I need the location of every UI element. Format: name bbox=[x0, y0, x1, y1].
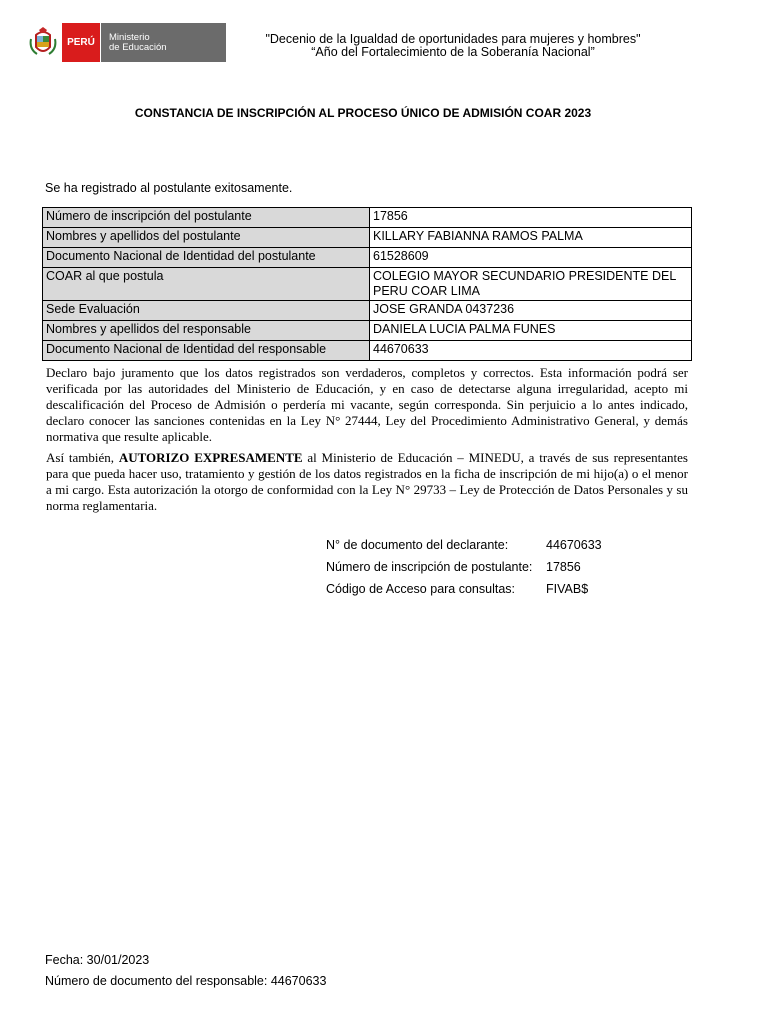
peru-coat-of-arms-icon bbox=[24, 23, 62, 62]
authorization-text: al Ministerio de Educación – MINEDU, a través de sus representantes para que pueda hacer uso, tratamiento y gestión de los datos registrados en la ficha de inscripción de mi hijo(a) o el menor a mi cargo. Esta autorización la otorgo de conformidad con la Ley N° 29733 – Ley de Protección de Datos Personales y su norma reglamentaria. bbox=[46, 450, 688, 513]
header-slogan-1: "Decenio de la Igualdad de oportunidades para mujeres y hombres" bbox=[265, 32, 641, 46]
row-label: Número de inscripción del postulante bbox=[43, 208, 370, 228]
row-value: 44670633 bbox=[370, 341, 692, 361]
row-value: JOSE GRANDA 0437236 bbox=[370, 301, 692, 321]
summary-row bbox=[326, 534, 602, 556]
table-row bbox=[43, 268, 692, 301]
row-value: DANIELA LUCIA PALMA FUNES bbox=[370, 321, 692, 341]
footer-date: Fecha: 30/01/2023 bbox=[45, 953, 150, 967]
row-value: KILLARY FABIANNA RAMOS PALMA bbox=[370, 228, 692, 248]
row-value: 61528609 bbox=[370, 248, 692, 268]
summary-value: 17856 bbox=[546, 560, 581, 574]
table-row bbox=[43, 341, 692, 361]
sworn-declaration: Declaro bajo juramento que los datos registrados son verdaderos, completos y correctos. Esta información podrá ser verificada por las autoridades del Ministerio de Educación, y en caso de detectarse alguna irregularidad, acepto mi descalificación del Proceso de Admisión o perdería mi vacante, según corresponda. Sin perjuicio a lo antes indicado, declaro conocer las sanciones contenidas en la Ley N° 27444, Ley del Procedimiento Administrativo General, y demás normativa que resulte aplicable. bbox=[46, 365, 688, 444]
summary-row bbox=[326, 556, 602, 578]
row-label: Nombres y apellidos del postulante bbox=[43, 228, 370, 248]
logo-ministry-line2: de Educación bbox=[109, 41, 167, 53]
table-row bbox=[43, 301, 692, 321]
summary-row bbox=[326, 578, 602, 600]
authorization-prefix: Así también, bbox=[46, 450, 119, 465]
summary-value: 44670633 bbox=[546, 538, 602, 552]
row-value: 17856 bbox=[370, 208, 692, 228]
logo-country-box: PERÚ bbox=[62, 23, 100, 62]
logo-ministry-box bbox=[100, 23, 226, 62]
authorization-emphasis: AUTORIZO EXPRESAMENTE bbox=[118, 450, 303, 465]
row-label: Documento Nacional de Identidad del postulante bbox=[43, 248, 370, 268]
row-label: Documento Nacional de Identidad del responsable bbox=[43, 341, 370, 361]
summary-label: N° de documento del declarante: bbox=[326, 538, 509, 552]
logo-ministry-line1: Ministerio bbox=[109, 31, 150, 43]
registration-table bbox=[42, 207, 692, 361]
data-authorization bbox=[46, 450, 688, 514]
header-slogans bbox=[238, 33, 668, 59]
table-row bbox=[43, 208, 692, 228]
summary-value: FIVAB$ bbox=[546, 582, 589, 596]
row-label: Sede Evaluación bbox=[43, 301, 370, 321]
minedu-logo bbox=[24, 23, 226, 62]
row-value: COLEGIO MAYOR SECUNDARIO PRESIDENTE DEL PERU COAR LIMA bbox=[370, 268, 692, 301]
summary-label: Número de inscripción de postulante: bbox=[326, 560, 533, 574]
intro-text: Se ha registrado al postulante exitosamente. bbox=[45, 181, 293, 195]
row-label: Nombres y apellidos del responsable bbox=[43, 321, 370, 341]
row-label: COAR al que postula bbox=[43, 268, 370, 301]
summary-label: Código de Acceso para consultas: bbox=[326, 582, 516, 596]
document-footer bbox=[45, 950, 326, 992]
declarant-summary bbox=[326, 534, 602, 600]
document-title: CONSTANCIA DE INSCRIPCIÓN AL PROCESO ÚNICO DE ADMISIÓN COAR 2023 bbox=[134, 106, 592, 120]
table-row bbox=[43, 321, 692, 341]
header-slogan-2: “Año del Fortalecimiento de la Soberanía Nacional” bbox=[311, 45, 595, 59]
table-row bbox=[43, 248, 692, 268]
footer-responsible-doc: Número de documento del responsable: 44670633 bbox=[45, 974, 327, 988]
table-row bbox=[43, 228, 692, 248]
